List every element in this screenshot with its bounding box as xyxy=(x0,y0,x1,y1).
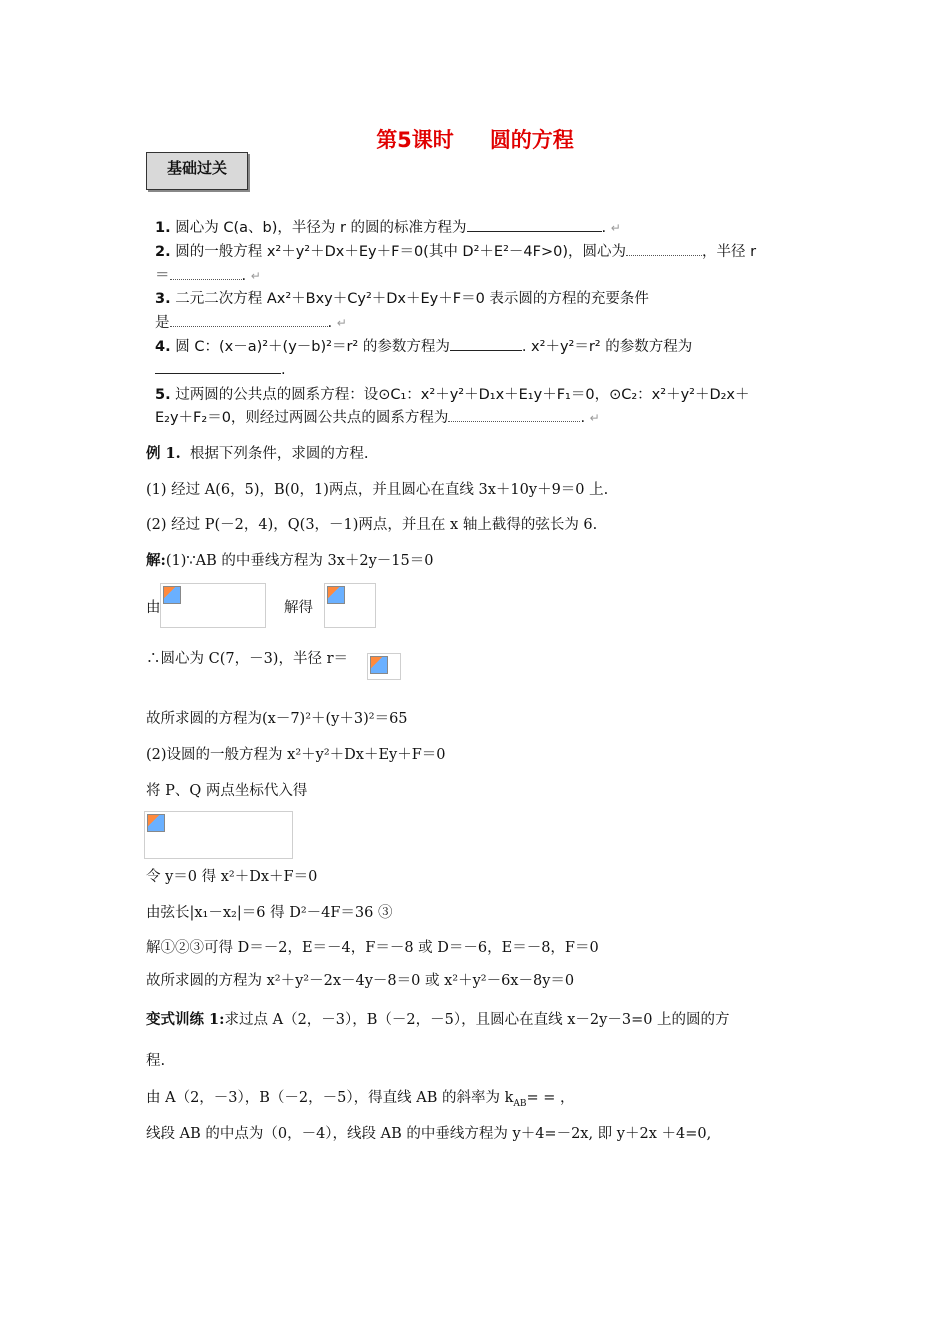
example-heading xyxy=(146,442,369,463)
image-icon xyxy=(370,656,388,674)
return-mark-icon: ↵ xyxy=(336,316,347,330)
question-text: 过两圆的公共点的圆系方程：设⊙C₁：x²＋y²＋D₁x＋E₁y＋F₁＝0，⊙C₂：x²＋y²＋D₂x＋ xyxy=(175,387,750,403)
solution-line-8: 由弦长|x₁－x₂|＝6 得 D²－4F＝36 ③ xyxy=(146,905,393,921)
solution-line-7: 令 y＝0 得 x²＋Dx＋F＝0 xyxy=(146,869,318,885)
answer-blank xyxy=(467,217,602,232)
question-number: 1. xyxy=(155,220,171,236)
return-mark-icon: ↵ xyxy=(589,411,600,425)
question-3 xyxy=(155,287,649,308)
solution-line-6: 将 P、Q 两点坐标代入得 xyxy=(146,783,308,799)
slope-subscript: AB xyxy=(513,1098,527,1109)
variant-line-1 xyxy=(146,1086,575,1109)
lesson-topic: 圆的方程 xyxy=(489,128,574,152)
example-label: 例 1. xyxy=(146,445,181,462)
return-mark-icon: ↵ xyxy=(610,221,621,235)
question-text: ，半径 r xyxy=(701,244,757,260)
period: . xyxy=(241,268,247,284)
variant-text: 由 A（2，－3），B（－2，－5），得直线 AB 的斜率为 k xyxy=(146,1090,514,1106)
question-text: 是 xyxy=(155,315,170,331)
solution-text-solve: 解得 xyxy=(284,600,313,616)
question-text: 圆心为 C(a、b)，半径为 r 的圆的标准方程为 xyxy=(175,220,467,236)
variant-label: 变式训练 1: xyxy=(146,1011,225,1028)
question-text: 二元二次方程 Ax²＋Bxy＋Cy²＋Dx＋Ey＋F＝0 表示圆的方程的充要条件 xyxy=(175,291,649,307)
question-text: 圆 C：(x－a)²＋(y－b)²＝r² 的参数方程为 xyxy=(175,339,450,355)
question-5-cont xyxy=(155,406,600,427)
variant-line-2: 线段 AB 的中点为（0，－4），线段 AB 的中垂线方程为 y＋4=－2x, 即 y＋2x ＋4=0, xyxy=(146,1126,712,1142)
question-text: ＝ xyxy=(155,268,170,284)
question-5 xyxy=(155,383,750,404)
solution-line-3: ∴圆心为 C(7，－3)，半径 r＝ xyxy=(146,651,349,667)
question-1 xyxy=(155,216,621,237)
variant-heading xyxy=(146,1008,730,1029)
section-label: 基础过关 xyxy=(146,152,248,190)
example-part-1: (1) 经过 A(6，5)，B(0，1)两点，并且圆心在直线 3x＋10y＋9＝0 上. xyxy=(146,482,609,498)
return-mark-icon: ↵ xyxy=(250,269,261,283)
question-4 xyxy=(155,335,692,356)
question-number: 3. xyxy=(155,291,171,307)
solution-label: 解: xyxy=(146,552,166,569)
example-intro: 根据下列条件，求圆的方程. xyxy=(189,446,369,462)
question-number: 2. xyxy=(155,244,171,260)
answer-blank xyxy=(448,407,580,422)
image-icon xyxy=(163,586,181,604)
variant-text-cont: 程. xyxy=(146,1053,166,1069)
answer-blank xyxy=(170,312,328,327)
question-number: 5. xyxy=(155,387,171,403)
answer-blank xyxy=(626,241,702,256)
question-3-cont xyxy=(155,311,347,332)
solution-line-4: 故所求圆的方程为(x－7)²＋(y＋3)²＝65 xyxy=(146,711,408,727)
variant-text: = = ， xyxy=(526,1090,575,1106)
question-text: 圆的一般方程 x²＋y²＋Dx＋Ey＋F＝0(其中 D²＋E²－4F>0)，圆心为 xyxy=(175,244,626,260)
solution-text-you: 由 xyxy=(146,600,161,616)
equation-image-placeholder xyxy=(324,583,376,628)
period: . xyxy=(580,410,586,426)
equation-image-placeholder xyxy=(367,653,401,680)
question-number: 4. xyxy=(155,339,171,355)
question-text: . x²＋y²＝r² 的参数方程为 xyxy=(521,339,693,355)
period: . xyxy=(327,315,333,331)
question-4-cont xyxy=(155,359,286,378)
solution-line-10: 故所求圆的方程为 x²＋y²－2x－4y－8＝0 或 x²＋y²－6x－8y＝0 xyxy=(146,973,575,989)
equation-image-placeholder xyxy=(160,583,266,628)
question-2 xyxy=(155,240,756,261)
answer-blank xyxy=(450,336,522,351)
example-part-2: (2) 经过 P(－2，4)，Q(3，－1)两点，并且在 x 轴上截得的弦长为 6. xyxy=(146,517,598,533)
period: . xyxy=(281,362,286,378)
lesson-number: 第5课时 xyxy=(376,128,454,152)
image-icon xyxy=(327,586,345,604)
solution-line-1 xyxy=(146,549,433,570)
variant-text: 求过点 A（2，－3），B（－2，－5），且圆心在直线 x－2y－3=0 上的圆的方 xyxy=(224,1012,730,1028)
equation-image-placeholder xyxy=(144,811,293,859)
question-text: E₂y＋F₂＝0，则经过两圆公共点的圆系方程为 xyxy=(155,410,449,426)
solution-line-5: (2)设圆的一般方程为 x²＋y²＋Dx＋Ey＋F＝0 xyxy=(146,747,446,763)
image-icon xyxy=(147,814,165,832)
answer-blank xyxy=(170,265,242,280)
solution-line-9: 解①②③可得 D＝－2，E＝－4，F＝－8 或 D＝－6，E＝－8，F＝0 xyxy=(146,940,599,956)
solution-text: (1)∵AB 的中垂线方程为 3x＋2y－15＝0 xyxy=(165,553,434,569)
page-title xyxy=(0,124,950,154)
answer-blank xyxy=(155,359,281,374)
question-2-cont xyxy=(155,264,261,285)
period: . xyxy=(601,220,607,236)
